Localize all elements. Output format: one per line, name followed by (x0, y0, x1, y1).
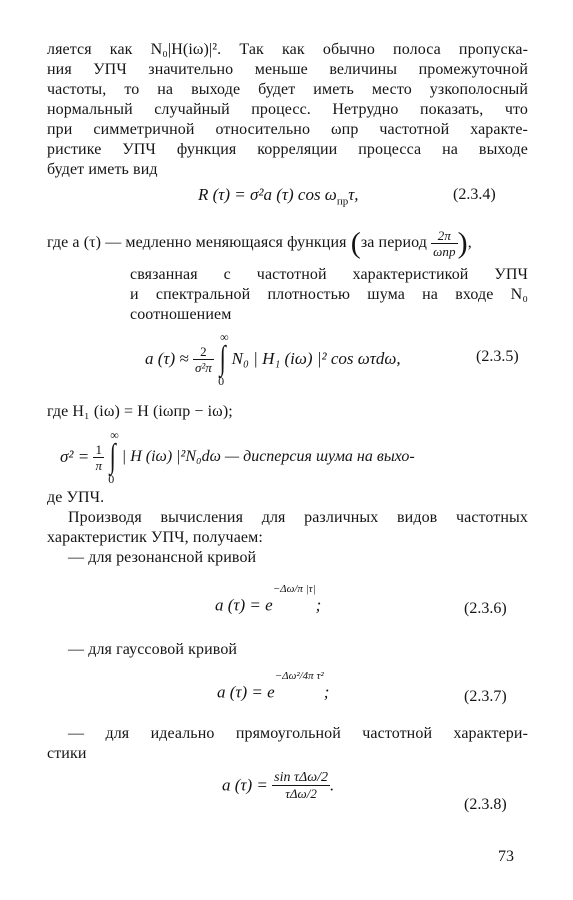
integral-sign: ∫ (109, 438, 116, 475)
eq237-lhs: a (τ) = e (217, 682, 275, 702)
eq-number-2-3-8: (2.3.8) (464, 796, 507, 813)
para2-line-1: Производя вычисления для различных видов частотных (68, 509, 528, 526)
eq235-upper-limit: ∞ (220, 330, 229, 344)
gde-a-fraction (431, 228, 457, 259)
de-upch: де УПЧ. (47, 489, 105, 506)
left-paren: ( (350, 226, 361, 260)
eq235-lower-limit: 0 (218, 374, 225, 388)
text-line-1: ляется как N₀|H(iω)|². Так как обычно полоса пропуска- (47, 41, 528, 58)
frac-num: 2π (431, 228, 457, 244)
gde-h1-line: где H₁ (iω) = H (iωпр − iω); (47, 403, 233, 420)
item-rect-line-1: — для идеально прямоугольной частотной характери- (68, 725, 528, 742)
eq234-tail: τ, (348, 185, 359, 204)
eq236-exponent: −Δω/π |τ| (272, 583, 316, 595)
sigma-lhs: σ² = (60, 447, 90, 466)
text-line-4: нормальный случайный процесс. Нетрудно показать, что (47, 101, 528, 118)
text-line-2: ния УПЧ значительно меньше величины промежуточной (47, 61, 528, 78)
eq237-exponent: −Δω²/4π τ² (274, 670, 324, 682)
eq234-sub: пр (336, 195, 349, 208)
sigma-fraction (93, 442, 104, 473)
eq235-frac-num: 2 (193, 344, 214, 360)
eq238-lhs: a (τ) = (222, 775, 268, 795)
eq238-denominator: τΔω/2 (285, 786, 317, 801)
eq236-end: ; (315, 595, 322, 615)
eq234-lhs: R (τ) = σ²a (τ) cos ω (198, 185, 337, 204)
eq-number-2-3-5: (2.3.5) (476, 348, 519, 365)
integral-sign: ∫ (219, 340, 226, 377)
sigma-frac-den: π (95, 457, 102, 473)
eq238-end: . (329, 775, 335, 795)
eq-number-2-3-6: (2.3.6) (464, 600, 507, 617)
gde-a-paren-text: за период (360, 234, 428, 252)
item-gaussian: — для гауссовой кривой (68, 641, 238, 658)
sigma-upper-limit: ∞ (110, 428, 119, 442)
text-line-5: при симметричной относительно ωпр частотной характе- (47, 121, 528, 138)
eq-number-2-3-7: (2.3.7) (464, 688, 507, 705)
gde-a-line (47, 228, 472, 259)
right-paren: ) (457, 226, 468, 260)
sigma-body: | H (iω) |²N₀dω — дисперсия шума на выхо- (121, 448, 415, 465)
text-line-7: будет иметь вид (47, 161, 158, 178)
gde-a-comma: , (467, 234, 472, 252)
equation-2-3-8 (222, 770, 334, 840)
cont-line-1: связанная с частотной характеристикой УПЧ (130, 266, 528, 283)
text-line-6: ристике УПЧ функция корреляции процесса на выходе (47, 141, 528, 158)
eq235-integral (218, 330, 229, 388)
eq-number-2-3-4: (2.3.4) (453, 186, 496, 203)
eq235-frac-den: σ²π (195, 359, 212, 375)
sigma-integral (108, 428, 119, 486)
para2-line-2: характеристик УПЧ, получаем: (47, 529, 263, 546)
page-number: 73 (498, 848, 514, 865)
frac-den: ωпр (433, 244, 456, 259)
eq235-body: N₀ | H₁ (iω) |² cos ωτdω, (231, 349, 401, 368)
eq237-end: ; (323, 682, 330, 702)
equation-2-3-4 (198, 185, 359, 207)
sigma-definition (60, 428, 415, 488)
item-rect-line-2: стики (47, 745, 87, 762)
eq238-numerator: sin τΔω/2 (274, 770, 328, 785)
gde-a-prefix: где a (τ) — медленно меняющаяся функция (47, 234, 347, 252)
equation-2-3-5 (145, 330, 401, 390)
text-line-3: частоты, то на выходе будет иметь место узкополосный (47, 81, 528, 98)
sigma-lower-limit: 0 (108, 472, 115, 486)
eq238-fraction (272, 770, 330, 801)
cont-line-2: и спектральной плотностью шума на входе N₀ (130, 286, 528, 303)
eq235-lhs: a (τ) ≈ (145, 349, 189, 368)
cont-line-3: соотношением (130, 306, 232, 323)
eq235-fraction (193, 344, 214, 375)
sigma-frac-num: 1 (93, 442, 104, 458)
eq236-lhs: a (τ) = e (215, 595, 273, 615)
item-resonant: — для резонансной кривой (68, 549, 257, 566)
